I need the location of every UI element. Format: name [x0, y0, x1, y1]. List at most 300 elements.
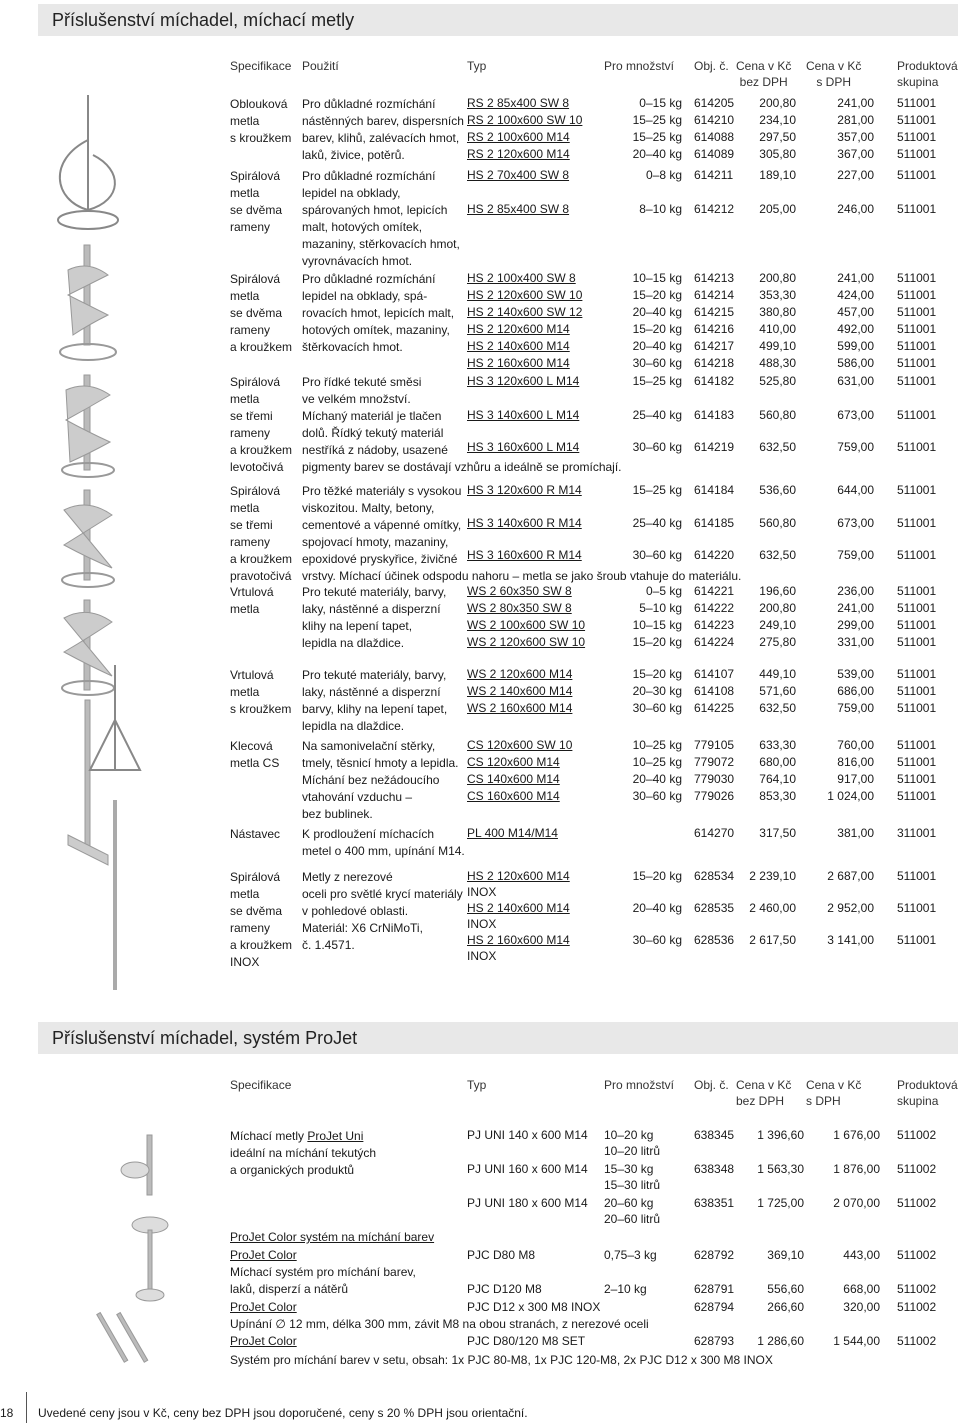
row-order: 614213 [694, 271, 735, 285]
row-price-ex: 449,10 [759, 667, 796, 681]
group-use: Pro řídké tekuté směsi ve velkém množství. Míchaný materiál je tlačen dolů. Řídký tekutý materiál nestříká z nádoby, usazené pigmenty barev se dostávají vzhůru a ideálně se promíchají. [302, 375, 622, 474]
row-type: RS 2 100x600 SW 10 [467, 113, 583, 127]
row-order: 638351 [694, 1196, 735, 1210]
row-group: 511001 [897, 701, 937, 715]
row-price-ex: 571,60 [759, 684, 796, 698]
projet-images [95, 1130, 205, 1370]
row-price-inc: 1 676,00 [833, 1128, 880, 1142]
row-price-inc: 673,00 [837, 408, 874, 422]
row-type-suffix: INOX [467, 949, 497, 963]
triple-spiral-left-image [62, 490, 114, 587]
row-qty: 20–40 kg [632, 305, 682, 319]
row-order: 779026 [694, 789, 735, 803]
row-qty: 0–8 kg [645, 168, 682, 182]
row-type: CS 120x600 SW 10 [467, 738, 573, 752]
row-order: 614211 [694, 168, 734, 182]
row-price-ex: 249,10 [759, 618, 796, 632]
header-qty: Pro množství [604, 59, 675, 73]
row-price-inc: 443,00 [843, 1248, 880, 1262]
row-qty: 15–20 kg [632, 869, 682, 883]
row-price-inc: 759,00 [837, 548, 874, 562]
row-group: 511001 [897, 130, 937, 144]
row-order: 614107 [694, 667, 735, 681]
group-spec: Klecová metla CS [230, 739, 280, 770]
row-spec: Upínání ∅ 12 mm, délka 300 mm, závit M8 na obou stranách, z nerezové oceli [230, 1317, 649, 1331]
row-price-inc: 241,00 [837, 601, 874, 615]
row-type: PJ UNI 140 x 600 M14 [467, 1128, 588, 1142]
header2-price-ex: Cena v Kč bez DPH [736, 1078, 792, 1108]
row-price-ex: 632,50 [759, 548, 796, 562]
row-price-ex: 488,30 [759, 356, 796, 370]
row-group: 511001 [897, 869, 937, 883]
row-order: 614218 [694, 356, 735, 370]
row-spec: ProJet Color [230, 1334, 297, 1348]
row-price-inc: 492,00 [837, 322, 874, 336]
row-price-ex: 266,60 [767, 1300, 804, 1314]
row-price-ex: 1 725,00 [757, 1196, 804, 1210]
row-price-inc: 673,00 [837, 516, 874, 530]
row-spec: Míchací systém pro míchání barev, [230, 1265, 416, 1279]
row-type: HS 2 160x600 M14 [467, 933, 570, 947]
row-price-ex: 633,30 [759, 738, 796, 752]
row-order: 614108 [694, 684, 735, 698]
row-group: 511001 [897, 548, 937, 562]
row-price-ex: 353,30 [759, 288, 796, 302]
row-order: 614088 [694, 130, 735, 144]
projet-uni-desc-prefix: Míchací metly [230, 1129, 308, 1143]
row-price-inc: 331,00 [837, 635, 874, 649]
row-qty: 25–40 kg [632, 408, 682, 422]
row-order: 614217 [694, 339, 735, 353]
row-group: 511001 [897, 772, 937, 786]
row-type: HS 2 120x600 SW 10 [467, 288, 583, 302]
row-type: HS 3 140x600 L M14 [467, 408, 580, 422]
row-order: 628791 [694, 1282, 735, 1296]
row-price-inc: 367,00 [837, 147, 874, 161]
row-type: WS 2 60x350 SW 8 [467, 584, 572, 598]
row-group: 511002 [897, 1128, 937, 1142]
row-qty: 30–60 kg [632, 933, 682, 947]
row-spec: ProJet Color [230, 1300, 297, 1314]
row-qty: 15–20 kg [632, 322, 682, 336]
row-order: 614210 [694, 113, 735, 127]
row-group: 511001 [897, 202, 937, 216]
group-use: K prodloužení míchacích metel o 400 mm, upínání M14. [302, 827, 465, 858]
group-use: Metly z nerezové oceli pro světlé krycí materiály v pohledové oblasti. Materiál: X6 CrNiMoTi, č. 1.4571. [302, 870, 463, 952]
header2-price-inc: Cena v Kč s DPH [806, 1078, 862, 1108]
row-price-inc: 424,00 [837, 288, 874, 302]
row-qty: 30–60 kg [632, 701, 682, 715]
row-qty-litres: 10–20 litrů [604, 1144, 661, 1158]
row-group: 511001 [897, 113, 937, 127]
row-type: HS 2 85x400 SW 8 [467, 202, 570, 216]
row-price-ex: 410,00 [759, 322, 796, 336]
row-type: HS 3 120x600 L M14 [467, 374, 580, 388]
row-price-ex: 275,80 [759, 635, 796, 649]
row-group: 511001 [897, 738, 937, 752]
row-price-inc: 1 024,00 [827, 789, 874, 803]
row-group: 511001 [897, 440, 937, 454]
row-price-ex: 234,10 [759, 113, 796, 127]
row-price-ex: 205,00 [759, 202, 796, 216]
row-price-inc: 1 876,00 [833, 1162, 880, 1176]
row-type: HS 3 140x600 R M14 [467, 516, 582, 530]
row-price-inc: 227,00 [837, 168, 874, 182]
row-price-ex: 305,80 [759, 147, 796, 161]
row-type: HS 2 140x600 M14 [467, 339, 570, 353]
row-type: CS 140x600 M14 [467, 772, 560, 786]
row-order: 779030 [694, 772, 735, 786]
row-group: 511001 [897, 168, 937, 182]
header-type: Typ [467, 59, 487, 73]
row-type: PJ UNI 180 x 600 M14 [467, 1196, 588, 1210]
row-price-inc: 760,00 [837, 738, 874, 752]
row-qty: 20–40 kg [632, 772, 682, 786]
row-order: 614212 [694, 202, 735, 216]
group-spec: Vrtulová metla [230, 585, 274, 616]
row-qty: 15–30 kg [604, 1162, 654, 1176]
row-group: 511002 [897, 1282, 937, 1296]
row-order: 614224 [694, 635, 735, 649]
row-order: 779105 [694, 738, 735, 752]
row-group: 511001 [897, 755, 937, 769]
group-spec: Nástavec [230, 827, 281, 841]
row-group: 511001 [897, 356, 937, 370]
row-type: HS 3 160x600 L M14 [467, 440, 580, 454]
row-group: 511001 [897, 933, 937, 947]
price-note: Uvedené ceny jsou v Kč, ceny bez DPH jsou doporučené, ceny s 20 % DPH jsou orientační. [38, 1406, 528, 1420]
row-group: 511001 [897, 618, 937, 632]
row-qty-litres: 20–60 litrů [604, 1212, 661, 1226]
header2-qty: Pro množství [604, 1078, 675, 1092]
row-qty: 15–20 kg [632, 635, 682, 649]
row-type: HS 2 70x400 SW 8 [467, 168, 570, 182]
header-price-ex: Cena v Kč bez DPH [736, 59, 792, 89]
row-order: 614219 [694, 440, 735, 454]
row-price-inc: 2 952,00 [827, 901, 874, 915]
row-qty: 20–40 kg [632, 147, 682, 161]
row-price-ex: 2 239,10 [749, 869, 796, 883]
row-price-inc: 759,00 [837, 440, 874, 454]
row-qty: 10–20 kg [604, 1128, 654, 1142]
row-type: RS 2 85x400 SW 8 [467, 96, 570, 110]
row-group: 311001 [897, 826, 937, 840]
row-qty: 8–10 kg [639, 202, 682, 216]
row-price-inc: 241,00 [837, 96, 874, 110]
row-type: PL 400 M14/M14 [467, 826, 558, 840]
row-group: 511001 [897, 147, 937, 161]
row-group: 511001 [897, 374, 937, 388]
row-price-inc: 246,00 [837, 202, 874, 216]
row-qty: 30–60 kg [632, 440, 682, 454]
header-group: Produktová skupina [897, 59, 958, 89]
row-order: 614223 [694, 618, 735, 632]
arc-paddle-image [58, 95, 118, 229]
group-spec: Spirálová metla se dvěma rameny [230, 169, 283, 234]
row-type: PJC D12 x 300 M8 INOX [467, 1300, 601, 1314]
row-group: 511001 [897, 584, 937, 598]
row-qty: 10–25 kg [632, 738, 682, 752]
row-group: 511001 [897, 96, 937, 110]
row-price-inc: 3 141,00 [827, 933, 874, 947]
row-order: 614222 [694, 601, 735, 615]
header2-spec: Specifikace [230, 1078, 292, 1092]
row-group: 511002 [897, 1248, 937, 1262]
row-order: 779072 [694, 755, 735, 769]
row-group: 511001 [897, 635, 937, 649]
row-order: 614089 [694, 147, 735, 161]
row-spec: Systém pro míchání barev v setu, obsah: 1x PJC 80-M8, 1x PJC 120-M8, 2x PJC D12 x 300 M8 INOX [230, 1353, 773, 1367]
row-qty: 20–30 kg [632, 684, 682, 698]
row-type: HS 2 100x400 SW 8 [467, 271, 576, 285]
row-type: HS 2 140x600 M14 [467, 901, 570, 915]
row-type: CS 160x600 M14 [467, 789, 560, 803]
row-group: 511001 [897, 601, 937, 615]
row-group: 511002 [897, 1196, 937, 1210]
row-order: 614183 [694, 408, 735, 422]
group-spec: Spirálová metla se třemi rameny a kroužkem pravotočivá [230, 484, 293, 583]
row-price-ex: 632,50 [759, 440, 796, 454]
row-price-ex: 560,80 [759, 408, 796, 422]
row-price-ex: 764,10 [759, 772, 796, 786]
row-price-inc: 586,00 [837, 356, 874, 370]
row-group: 511001 [897, 684, 937, 698]
row-order: 638348 [694, 1162, 735, 1176]
row-price-ex: 200,80 [759, 96, 796, 110]
row-qty: 30–60 kg [632, 789, 682, 803]
row-type: WS 2 80x350 SW 8 [467, 601, 572, 615]
row-type: WS 2 140x600 M14 [467, 684, 573, 698]
row-group: 511002 [897, 1334, 937, 1348]
row-price-ex: 536,60 [759, 483, 796, 497]
row-type: HS 3 120x600 R M14 [467, 483, 582, 497]
group-spec: Spirálová metla se dvěma rameny a kroužkem INOX [230, 870, 293, 969]
group-use: Pro tekuté materiály, barvy, laky, nástěnné a disperzní klihy na lepení tapet, lepidla na dlaždice. [302, 585, 447, 650]
row-qty: 20–40 kg [632, 339, 682, 353]
row-price-ex: 560,80 [759, 516, 796, 530]
row-type: HS 2 120x600 M14 [467, 322, 570, 336]
row-price-inc: 759,00 [837, 701, 874, 715]
row-qty: 0–5 kg [645, 584, 682, 598]
row-group: 511001 [897, 322, 937, 336]
row-price-ex: 1 286,60 [757, 1334, 804, 1348]
row-type-suffix: INOX [467, 917, 497, 931]
row-type: HS 2 160x600 M14 [467, 356, 570, 370]
row-price-inc: 539,00 [837, 667, 874, 681]
row-order: 628535 [694, 901, 735, 915]
projet-uni-desc-rest: ideální na míchání tekutých a organických produktů [230, 1146, 377, 1177]
row-group: 511001 [897, 789, 937, 803]
header2-type: Typ [467, 1078, 487, 1092]
spiral-paddle-ring-image [62, 375, 114, 477]
row-qty: 10–15 kg [632, 271, 682, 285]
row-price-ex: 2 460,00 [749, 901, 796, 915]
header-order: Obj. č. [694, 59, 729, 73]
row-type: PJC D80 M8 [467, 1248, 536, 1262]
group-use: Pro těžké materiály s vysokou viskozitou. Malty, betony, cementové a vápenné omítky, spojovací hmoty, mazaniny, epoxidové pryskyřice, živičné vrstvy. Míchací účinek odspodu nahoru – metla se jako šroub vtahuje do materiálu. [302, 484, 742, 583]
row-price-inc: 668,00 [843, 1282, 880, 1296]
row-qty: 25–40 kg [632, 516, 682, 530]
row-type: HS 3 160x600 R M14 [467, 548, 582, 562]
row-qty: 0–15 kg [639, 96, 682, 110]
row-type: HS 2 140x600 SW 12 [467, 305, 583, 319]
row-price-inc: 299,00 [837, 618, 874, 632]
row-qty: 15–25 kg [632, 113, 682, 127]
projet-color-heading: ProJet Color systém na míchání barev [230, 1230, 435, 1244]
row-price-ex: 853,30 [759, 789, 796, 803]
row-group: 511001 [897, 483, 937, 497]
header-use: Použití [302, 59, 339, 73]
projet-uni-brand: ProJet Uni [307, 1129, 364, 1143]
row-qty: 0,75–3 kg [604, 1248, 657, 1262]
group-use: Pro tekuté materiály, barvy, laky, nástěnné a disperzní barvy, klihy na lepení tapet, lepidla na dlaždice. [302, 668, 448, 733]
row-price-inc: 816,00 [837, 755, 874, 769]
section-title-projet: Příslušenství míchadel, systém ProJet [38, 1022, 958, 1054]
row-price-ex: 317,50 [759, 826, 796, 840]
row-group: 511002 [897, 1162, 937, 1176]
row-type: WS 2 120x600 SW 10 [467, 635, 586, 649]
row-price-inc: 2 687,00 [827, 869, 874, 883]
cage-paddle-image [90, 665, 140, 770]
row-order: 614214 [694, 288, 735, 302]
row-qty: 30–60 kg [632, 548, 682, 562]
spiral-paddle-image [60, 245, 116, 360]
row-qty: 15–25 kg [632, 483, 682, 497]
group-spec: Vrtulová metla s kroužkem [230, 668, 292, 716]
row-type: WS 2 120x600 M14 [467, 667, 573, 681]
row-order: 614182 [694, 374, 735, 388]
row-group: 511001 [897, 901, 937, 915]
row-group: 511001 [897, 288, 937, 302]
row-order: 628534 [694, 869, 735, 883]
row-price-inc: 281,00 [837, 113, 874, 127]
row-qty: 15–20 kg [632, 667, 682, 681]
row-price-inc: 1 544,00 [833, 1334, 880, 1348]
row-type: PJ UNI 160 x 600 M14 [467, 1162, 588, 1176]
row-order: 614220 [694, 548, 735, 562]
group-use: Pro důkladné rozmíchání lepidel na obklady, spá- rovacích hmot, lepicích malt, hotových omítek, mazaniny, štěrkovacích hmot. [302, 272, 455, 354]
group-spec: Oblouková metla s kroužkem [230, 97, 292, 145]
row-qty: 20–60 kg [604, 1196, 654, 1210]
row-price-ex: 297,50 [759, 130, 796, 144]
row-group: 511001 [897, 305, 937, 319]
row-price-inc: 241,00 [837, 271, 874, 285]
group-spec: Spirálová metla se třemi rameny a kroužkem levotočivá [230, 375, 293, 474]
row-price-inc: 381,00 [837, 826, 874, 840]
row-qty: 30–60 kg [632, 356, 682, 370]
row-group: 511002 [897, 1300, 937, 1314]
row-price-inc: 357,00 [837, 130, 874, 144]
header-spec: Specifikace [230, 59, 292, 73]
row-type: CS 120x600 M14 [467, 755, 560, 769]
row-order: 614225 [694, 701, 735, 715]
row-price-ex: 1 396,60 [757, 1128, 804, 1142]
header2-order: Obj. č. [694, 1078, 729, 1092]
row-order: 614221 [694, 584, 735, 598]
row-price-inc: 236,00 [837, 584, 874, 598]
row-price-ex: 525,80 [759, 374, 796, 388]
row-order: 638345 [694, 1128, 735, 1142]
row-price-inc: 599,00 [837, 339, 874, 353]
row-order: 614270 [694, 826, 735, 840]
row-qty-litres: 15–30 litrů [604, 1178, 661, 1192]
row-qty: 2–10 kg [604, 1282, 647, 1296]
row-spec: laků, disperzí a nátěrů [230, 1282, 349, 1296]
header-price-inc: Cena v Kč s DPH [806, 59, 862, 89]
row-type: HS 2 120x600 M14 [467, 869, 570, 883]
row-type-suffix: INOX [467, 885, 497, 899]
row-type: PJC D120 M8 [467, 1282, 542, 1296]
row-price-ex: 499,10 [759, 339, 796, 353]
row-type: WS 2 100x600 SW 10 [467, 618, 586, 632]
row-price-ex: 196,60 [759, 584, 796, 598]
group-use: Na samonivelační stěrky, tmely, těsnicí hmoty a lepidla. Míchání bez nežádoucího vtahování vzduchu – bez bublinek. [302, 739, 459, 821]
row-group: 511001 [897, 667, 937, 681]
row-price-inc: 917,00 [837, 772, 874, 786]
row-order: 614215 [694, 305, 735, 319]
header2-group: Produktová skupina [897, 1078, 958, 1108]
row-order: 628536 [694, 933, 735, 947]
row-group: 511001 [897, 408, 937, 422]
cage-and-extension-images [80, 660, 150, 1000]
row-price-inc: 631,00 [837, 374, 874, 388]
row-order: 628794 [694, 1300, 735, 1314]
row-order: 628793 [694, 1334, 735, 1348]
row-price-ex: 200,80 [759, 271, 796, 285]
row-group: 511001 [897, 339, 937, 353]
row-qty: 15–25 kg [632, 130, 682, 144]
row-order: 614205 [694, 96, 735, 110]
row-qty: 10–25 kg [632, 755, 682, 769]
row-type: RS 2 100x600 M14 [467, 130, 570, 144]
group-use: Pro důkladné rozmíchání nástěnných barev, dispersních barev, klihů, zalévacích hmot, laků, živice, potěrů. [302, 97, 464, 162]
row-price-inc: 320,00 [843, 1300, 880, 1314]
page-number: 18 [0, 1406, 14, 1420]
row-group: 511001 [897, 271, 937, 285]
row-price-ex: 1 563,30 [757, 1162, 804, 1176]
row-order: 628792 [694, 1248, 735, 1262]
row-price-inc: 2 070,00 [833, 1196, 880, 1210]
row-type: WS 2 160x600 M14 [467, 701, 573, 715]
row-qty: 10–15 kg [632, 618, 682, 632]
footer-divider [26, 1392, 27, 1423]
row-order: 614216 [694, 322, 735, 336]
row-spec: ProJet Color [230, 1248, 297, 1262]
row-price-inc: 686,00 [837, 684, 874, 698]
section-title-mixing-paddles: Příslušenství míchadel, míchací metly [38, 4, 958, 36]
row-qty: 15–25 kg [632, 374, 682, 388]
row-price-ex: 200,80 [759, 601, 796, 615]
row-price-ex: 189,10 [759, 168, 796, 182]
row-price-ex: 556,60 [767, 1282, 804, 1296]
row-type: PJC D80/120 M8 SET [467, 1334, 586, 1348]
row-price-ex: 380,80 [759, 305, 796, 319]
row-price-ex: 680,00 [759, 755, 796, 769]
row-group: 511001 [897, 516, 937, 530]
row-price-inc: 457,00 [837, 305, 874, 319]
row-price-ex: 369,10 [767, 1248, 804, 1262]
row-price-inc: 644,00 [837, 483, 874, 497]
row-qty: 20–40 kg [632, 901, 682, 915]
row-order: 614184 [694, 483, 735, 497]
row-type: RS 2 120x600 M14 [467, 147, 570, 161]
row-price-ex: 632,50 [759, 701, 796, 715]
row-price-ex: 2 617,50 [749, 933, 796, 947]
group-use: Pro důkladné rozmíchání lepidel na obklady, spárovaných hmot, lepicích malt, hotových omítek, mazaniny, stěrkovacích hmot, vyrovnávacích hmot. [302, 169, 460, 268]
row-qty: 15–20 kg [632, 288, 682, 302]
group-spec: Spirálová metla se dvěma rameny a kroužkem [230, 272, 293, 354]
row-order: 614185 [694, 516, 735, 530]
